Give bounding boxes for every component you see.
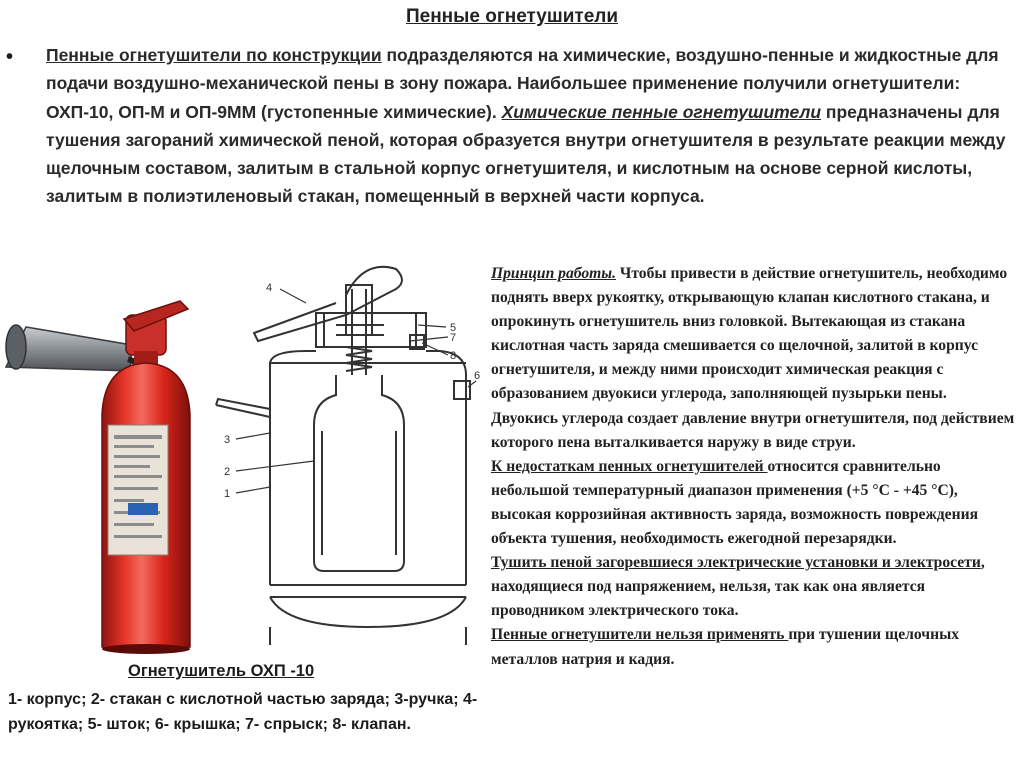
diagram-label-8: 8 (450, 350, 457, 362)
diagram-side-handle (216, 399, 270, 417)
intro-underlined-phrase: Пенные огнетушители по конструкции (46, 45, 382, 65)
page-title: Пенные огнетушители (405, 6, 619, 27)
diagram-label-4: 4 (266, 282, 273, 294)
bullet-marker: • (6, 46, 14, 68)
metals-text: при тушении щелочных металлов натрия и кадия. (491, 626, 960, 668)
cross-section-diagram (196, 255, 486, 650)
diagram-acid-glass (314, 375, 404, 571)
diagram-label-2: 2 (224, 466, 231, 478)
figure-caption-title: Огнетушитель ОХП -10 (128, 662, 315, 680)
metals-lead: Пенные огнетушители нельзя применять (491, 626, 789, 644)
intro-text-2: предназначены для тушения загораний химической пеной, которая образуется внутри огнетушителя в результате реакции между щелочным составом, залитым в стальной корпус огнетушителя, и кислотным на основе серной кислоты, залитым в полиэтиленовый стакан, помещенный в верхней части корпуса. (46, 101, 1006, 207)
diagram-handle (254, 267, 402, 341)
metals-paragraph (491, 623, 1015, 671)
diagram-body (270, 351, 466, 585)
diagram-spring (346, 347, 372, 371)
intro-text-1: подразделяются на химические, воздушно-пенные и жидкостные для подачи воздушно-механической пены в зону пожара. Наибольшее применение получили огнетушители: ОХП-10, ОП-М и ОП-9ММ (густопенные химические). (46, 45, 999, 122)
diagram-label-7: 7 (450, 332, 457, 344)
intro-chemical-term: Химические пенные огнетушители (501, 101, 822, 122)
horn-mouth (6, 325, 26, 369)
electric-paragraph (491, 551, 1015, 623)
diagram-label-6: 6 (474, 370, 481, 382)
drawbacks-lead: К недостаткам пенных огнетушителей (491, 457, 768, 475)
diagram-label-1: 1 (224, 488, 231, 500)
intro-paragraph (46, 41, 1010, 211)
electric-text: , находящиеся под напряжением, нельзя, так как она является проводником электрического тока. (491, 554, 985, 620)
electric-lead: Тушить пеной загоревшиеся электрические установки и электросети (491, 554, 981, 572)
drawbacks-text: относится сравнительно небольшой температурный диапазон применения (+5 °С - +45 °С), высокая коррозийная активность заряда, возможность повреждения объекта тушения, необходимость ежегодной перезарядки. (491, 457, 978, 548)
principle-text: Чтобы привести в действие огнетушитель, необходимо поднять вверх рукоятку, открывающую клапан кислотного стакана, и опрокинуть огнетушитель вниз головкой. Вытекающая из стакана кислотная часть заряда смешивается со щелочной, залитой в корпус огнетушителя, и между ними происходит химическая реакция с образованием двуокиси углерода, заполняющей пузырьки пены. Двуокись углерода создает давление внутри огнетушителя, под действием которого пена выталкивается наружу в виде струи. (491, 265, 1015, 451)
diagram-label-3: 3 (224, 434, 231, 446)
diagram-bottom (270, 585, 466, 627)
drawbacks-paragraph (491, 455, 1015, 551)
principle-paragraph (491, 262, 1015, 455)
diagram-label-5: 5 (450, 322, 457, 334)
principle-section (491, 262, 1015, 672)
figure-legend: 1- корпус; 2- стакан с кислотной частью заряда; 3-ручка; 4- рукоятка; 5- шток; 6- крышка; 7- спрыск; 8- клапан. (8, 691, 478, 733)
principle-heading: Принцип работы. (491, 265, 616, 282)
